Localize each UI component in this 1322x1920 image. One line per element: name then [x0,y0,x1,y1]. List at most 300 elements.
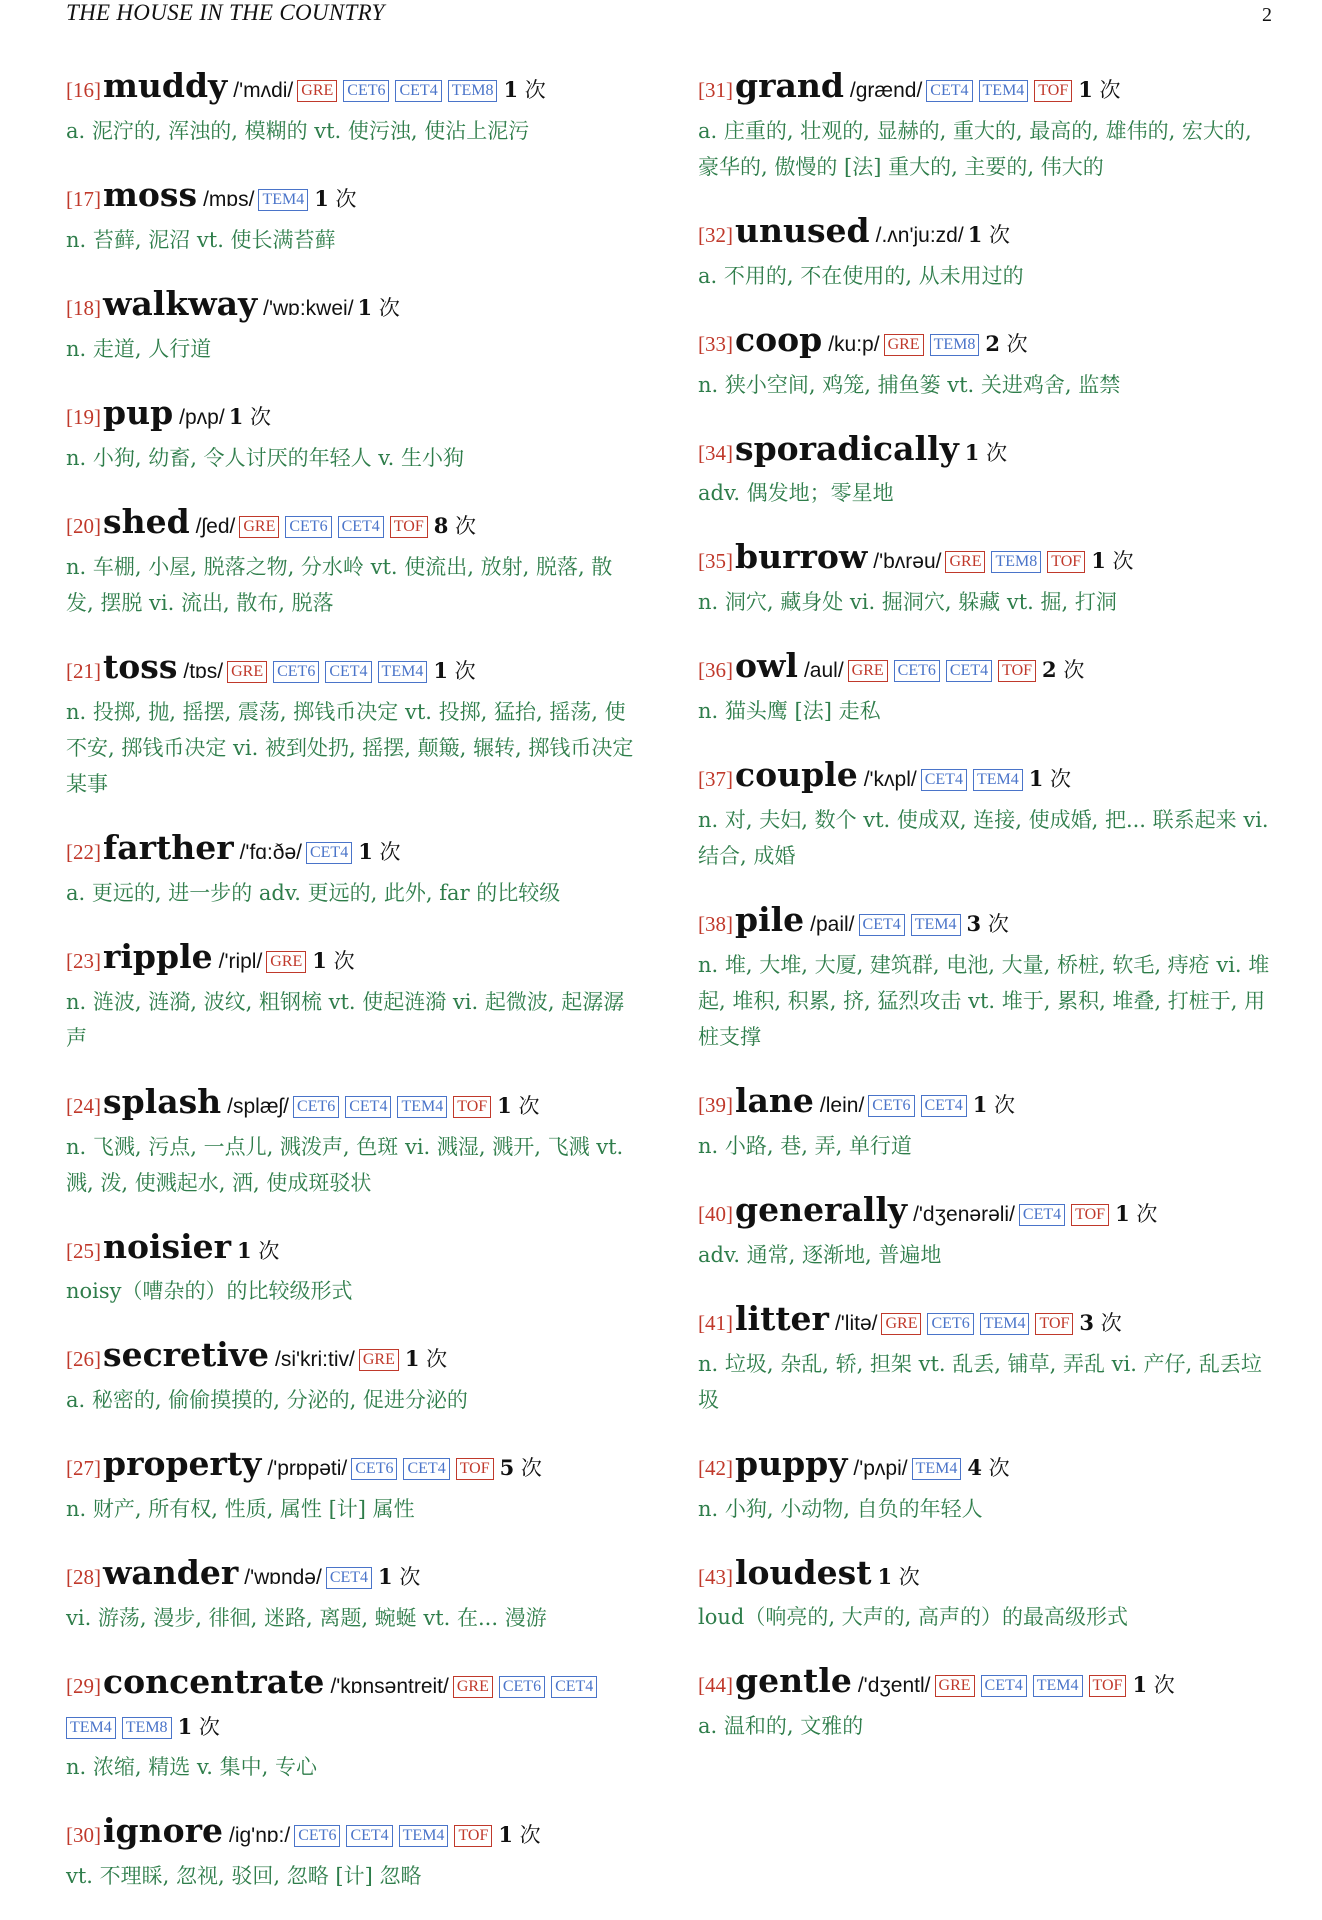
vocab-entry [698,755,1272,874]
headword: couple [735,755,858,794]
headword: splash [103,1082,222,1121]
frequency [973,1093,1015,1117]
page-header [66,0,1272,28]
exam-tag: TOF [1035,1313,1073,1335]
vocab-entry [66,393,636,476]
exam-tag: CET4 [326,1567,372,1589]
definition: noisy（嘈杂的）的比较级形式 [66,1279,353,1303]
entry-index: [44] [698,1673,733,1697]
definition: adv. 偶发地；零星地 [698,481,894,505]
frequency-unit: 次 [979,441,1008,465]
frequency [968,223,1010,247]
frequency-unit: 次 [1043,767,1072,791]
headword: walkway [103,284,258,323]
entry-headline [66,828,636,873]
vocab-entry [698,1081,1272,1164]
entry-index: [25] [66,1239,101,1263]
exam-tag: GRE [848,660,888,682]
exam-tag: TOF [453,1096,491,1118]
exam-tag: TEM8 [930,334,980,356]
exam-tag: GRE [359,1349,399,1371]
entry-headline [698,1444,1272,1489]
frequency [405,1347,447,1371]
exam-tag: CET4 [551,1676,597,1698]
exam-tag: CET4 [1019,1204,1065,1226]
phonetic: /'wɒ:kwei/ [263,297,354,320]
frequency [967,912,1009,936]
frequency-count: 1 [228,404,244,429]
frequency-unit: 次 [1129,1202,1158,1226]
entry-index: [35] [698,549,733,573]
vocab-entry [66,502,636,621]
frequency-unit: 次 [372,296,400,320]
entry-headline [698,211,1272,256]
definition: n. 对, 夫妇, 数个 vt. 使成双, 连接, 使成婚, 把... 联系起来 vi. 结合, 成婚 [698,808,1269,868]
frequency-count: 1 [877,1564,893,1589]
exam-tag: CET6 [343,80,389,102]
entry-index: [43] [698,1565,733,1589]
frequency [967,1456,1009,1480]
definition: n. 小狗, 小动物, 自负的年轻人 [698,1497,983,1521]
frequency-unit: 次 [372,840,401,864]
entry-headline [698,646,1272,691]
phonetic: /'pʌpi/ [853,1457,908,1480]
entry-headline [66,66,636,111]
entry-index: [21] [66,659,101,683]
phonetic: /.ʌn'ju:zd/ [875,224,964,247]
vocab-entry [698,1444,1272,1527]
exam-tag: TEM4 [912,1458,962,1480]
entry-index: [37] [698,767,733,791]
definition: a. 不用的, 不在使用的, 从未用过的 [698,264,1024,288]
definition: n. 小狗, 幼畜, 令人讨厌的年轻人 v. 生小狗 [66,446,464,470]
exam-tag: GRE [935,1675,975,1697]
frequency-unit: 次 [1092,78,1121,102]
phonetic: /'fɑ:ðə/ [239,841,302,864]
vocab-entry [66,1444,636,1527]
entry-headline [698,429,1272,473]
entry-index: [28] [66,1565,101,1589]
entry-headline [698,537,1272,582]
exam-tag: CET4 [346,1825,392,1847]
phonetic: /si'kri:tiv/ [275,1348,355,1371]
entry-headline [66,1811,636,1856]
definition: a. 泥泞的, 浑浊的, 模糊的 vt. 使污浊, 使沾上泥污 [66,119,530,143]
definition: n. 浓缩, 精选 v. 集中, 专心 [66,1755,317,1779]
vocab-entry [66,1227,636,1309]
entry-headline [698,900,1272,945]
frequency [985,332,1027,356]
exam-tag: CET6 [294,1825,340,1847]
frequency-unit: 次 [513,1823,541,1847]
frequency-unit: 次 [251,1239,280,1263]
exam-tag: CET4 [981,1675,1027,1697]
exam-tag: GRE [945,551,985,573]
exam-tag: CET4 [395,80,441,102]
frequency [1029,767,1071,791]
headword: owl [735,646,798,685]
headword: concentrate [103,1662,325,1701]
frequency-unit: 次 [999,332,1028,356]
entry-index: [27] [66,1456,101,1480]
vocab-entry [66,1662,636,1785]
exam-tag: CET4 [345,1096,391,1118]
phonetic: /splæʃ/ [227,1095,290,1118]
frequency-count: 1 [378,1564,393,1589]
definition: n. 洞穴, 藏身处 vi. 掘洞穴, 躲藏 vt. 掘, 打洞 [698,590,1117,614]
frequency [965,441,1007,465]
frequency-unit: 次 [981,912,1009,936]
exam-tag: CET4 [306,842,352,864]
entry-headline [66,1553,636,1598]
definition: n. 苔藓, 泥沼 vt. 使长满苔藓 [66,228,336,252]
entry-index: [18] [66,296,101,320]
phonetic: /ʃed/ [195,515,236,538]
vocab-entry [66,647,636,802]
frequency [1079,1311,1121,1335]
frequency [433,659,475,683]
exam-tag: CET6 [499,1676,545,1698]
frequency-unit: 次 [1105,549,1134,573]
frequency-unit: 次 [982,223,1011,247]
exam-tag: TOF [1071,1204,1109,1226]
headword: burrow [735,537,868,576]
headword: farther [103,828,234,867]
exam-tag: GRE [453,1676,493,1698]
frequency-unit: 次 [392,1565,421,1589]
frequency [1132,1673,1174,1697]
frequency-unit: 次 [192,1715,220,1739]
headword: unused [735,211,870,250]
entry-headline [66,1335,636,1380]
exam-tag: GRE [266,951,306,973]
frequency-unit: 次 [1147,1673,1175,1697]
vocab-entry [66,284,636,367]
frequency-count: 1 [1028,766,1044,791]
frequency-count: 8 [433,513,449,538]
entry-index: [40] [698,1202,733,1226]
frequency-count: 1 [237,1238,252,1263]
frequency [1115,1202,1157,1226]
phonetic: /'ripl/ [218,950,263,973]
phonetic: /ig'nɒ:/ [229,1824,291,1847]
entry-index: [34] [698,441,733,465]
frequency-count: 2 [985,331,1000,356]
entry-index: [30] [66,1823,101,1847]
headword: loudest [735,1553,872,1592]
headword: pup [103,393,174,432]
entry-index: [23] [66,949,101,973]
frequency-count: 1 [358,839,373,864]
entry-headline [66,175,636,220]
exam-tag: GRE [297,80,337,102]
entry-index: [29] [66,1674,101,1698]
entry-index: [19] [66,405,101,429]
exam-tag: GRE [227,661,267,683]
phonetic: /'litə/ [834,1312,878,1335]
entry-headline [698,1081,1272,1126]
definition: n. 狭小空间, 鸡笼, 捕鱼篓 vt. 关进鸡舍, 监禁 [698,373,1121,397]
running-title: THE HOUSE IN THE COUNTRY [66,0,385,25]
headword: ignore [103,1811,223,1850]
exam-tag: TOF [1047,551,1085,573]
frequency [312,949,354,973]
headword: moss [103,175,198,214]
exam-tag: TOF [456,1458,494,1480]
entry-index: [36] [698,658,733,682]
frequency-unit: 次 [1056,658,1085,682]
entry-headline [66,1662,636,1747]
entry-headline [66,647,636,692]
phonetic: /'kɒnsəntreit/ [330,1675,449,1698]
headword: ripple [103,937,213,976]
definition: n. 车棚, 小屋, 脱落之物, 分水岭 vt. 使流出, 放射, 脱落, 散发, 摆脱 vi. 流出, 散布, 脱落 [66,555,613,615]
entry-headline [66,937,636,982]
frequency [237,1239,279,1263]
vocab-entry [66,1335,636,1418]
phonetic: /'mʌdi/ [233,79,294,102]
frequency-count: 1 [357,295,373,320]
definition: n. 走道, 人行道 [66,337,212,361]
frequency [434,514,476,538]
frequency-count: 2 [1042,657,1057,682]
exam-tag: CET6 [351,1458,397,1480]
headword: grand [735,66,844,105]
entry-headline [66,1444,636,1489]
frequency-count: 1 [964,440,980,465]
frequency [314,187,356,211]
headword: pile [735,900,805,939]
frequency-count: 1 [314,186,329,211]
exam-tag: CET4 [338,516,384,538]
exam-tag: CET6 [868,1095,914,1117]
phonetic: /'dʒenərəli/ [913,1203,1015,1226]
frequency [498,1823,540,1847]
frequency [229,405,271,429]
frequency-unit: 次 [243,405,271,429]
frequency [1091,549,1133,573]
exam-tag: TEM8 [991,551,1041,573]
headword: toss [103,647,178,686]
exam-tag: CET4 [926,80,972,102]
exam-tag: GRE [239,516,279,538]
vocab-entry [698,537,1272,620]
phonetic: /'wɒndə/ [244,1566,322,1589]
page-number: 2 [1262,4,1272,26]
exam-tag: TOF [998,660,1036,682]
entry-index: [20] [66,514,101,538]
frequency [500,1456,542,1480]
definition: n. 飞溅, 污点, 一点儿, 溅泼声, 色斑 vi. 溅湿, 溅开, 飞溅 vt. 溅, 泼, 使溅起水, 洒, 使成斑驳状 [66,1135,624,1195]
phonetic: /lein/ [819,1094,865,1117]
exam-tag: TOF [1089,1675,1127,1697]
definition: a. 秘密的, 偷偷摸摸的, 分泌的, 促进分泌的 [66,1388,468,1412]
right-column [698,66,1272,1770]
headword: noisier [103,1227,232,1266]
vocab-entry [698,429,1272,511]
vocab-entry [698,320,1272,403]
exam-tag: CET6 [285,516,331,538]
vocab-entry [66,175,636,258]
exam-tag: TEM4 [979,80,1029,102]
vocab-entry [698,1553,1272,1635]
frequency-unit: 次 [419,1347,448,1371]
frequency-unit: 次 [448,514,477,538]
exam-tag: CET4 [921,769,967,791]
frequency-count: 1 [498,1822,513,1847]
frequency-unit: 次 [511,1094,540,1118]
frequency-unit: 次 [447,659,476,683]
frequency-count: 4 [967,1455,982,1480]
entry-index: [41] [698,1311,733,1335]
exam-tag: CET6 [894,660,940,682]
exam-tag: TEM4 [973,769,1023,791]
frequency [1078,78,1120,102]
frequency [378,1565,420,1589]
exam-tag: TOF [390,516,428,538]
phonetic: /'bʌrəu/ [873,550,942,573]
phonetic: /'prɒpəti/ [267,1457,348,1480]
vocab-entry [698,66,1272,185]
frequency-count: 1 [177,1714,193,1739]
frequency-unit: 次 [518,78,546,102]
definition: vi. 游荡, 漫步, 徘徊, 迷路, 离题, 蜿蜒 vt. 在... 漫游 [66,1606,547,1630]
entry-index: [33] [698,332,733,356]
exam-tag: CET6 [927,1313,973,1335]
frequency-count: 1 [967,222,983,247]
exam-tag: CET6 [273,661,319,683]
entry-index: [38] [698,912,733,936]
exam-tag: TOF [1034,80,1072,102]
vocab-entry [698,1661,1272,1744]
frequency-count: 1 [503,77,519,102]
headword: property [103,1444,262,1483]
definition: n. 堆, 大堆, 大厦, 建筑群, 电池, 大量, 桥桩, 软毛, 痔疮 vi. 堆起, 堆积, 积累, 挤, 猛烈攻击 vt. 堆于, 累积, 堆叠, 打桩于, 用桩支撑 [698,953,1270,1049]
headword: puppy [735,1444,848,1483]
headword: generally [735,1190,908,1229]
entry-index: [39] [698,1093,733,1117]
entry-headline [698,1299,1272,1344]
entry-headline [698,755,1272,800]
frequency-count: 1 [312,948,327,973]
entry-headline [66,284,636,329]
exam-tag: TEM8 [122,1717,172,1739]
vocab-entry [66,1553,636,1636]
vocab-entry [698,1299,1272,1418]
phonetic: /'kʌpl/ [863,768,917,791]
phonetic: /'dʒentl/ [857,1674,931,1697]
headword: litter [735,1299,829,1338]
entry-headline [698,66,1272,111]
definition: vt. 不理睬, 忽视, 驳回, 忽略 [计] 忽略 [66,1864,422,1888]
vocab-entry [698,211,1272,294]
exam-tag: TEM8 [448,80,498,102]
exam-tag: CET6 [293,1096,339,1118]
definition: a. 更远的, 进一步的 adv. 更远的, 此外, far 的比较级 [66,881,561,905]
entry-index: [24] [66,1094,101,1118]
headword: lane [735,1081,814,1120]
vocab-entry [66,66,636,149]
frequency-count: 3 [966,911,982,936]
entry-index: [31] [698,78,733,102]
phonetic: /tɒs/ [183,660,224,683]
frequency [1042,658,1084,682]
definition: n. 涟波, 涟漪, 波纹, 粗钢梳 vt. 使起涟漪 vi. 起微波, 起潺潺声 [66,990,625,1050]
frequency-unit: 次 [514,1456,542,1480]
entry-headline [66,1082,636,1127]
entry-headline [66,393,636,438]
entry-headline [698,1661,1272,1706]
exam-tag: GRE [881,1313,921,1335]
frequency-count: 1 [1115,1201,1130,1226]
headword: shed [103,502,190,541]
frequency-unit: 次 [892,1565,920,1589]
headword: gentle [735,1661,852,1700]
entry-index: [26] [66,1347,101,1371]
frequency-count: 1 [972,1092,988,1117]
exam-tag: TEM4 [911,914,961,936]
definition: n. 财产, 所有权, 性质, 属性 [计] 属性 [66,1497,415,1521]
phonetic: /pail/ [810,913,855,936]
exam-tag: TEM4 [258,189,308,211]
entry-headline [66,502,636,547]
exam-tag: TEM4 [1033,1675,1083,1697]
phonetic: /aul/ [803,659,844,682]
headword: wander [103,1553,239,1592]
phonetic: /pʌp/ [179,406,225,429]
entry-headline [698,1190,1272,1235]
frequency-count: 3 [1079,1310,1095,1335]
definition: loud（响亮的, 大声的, 高声的）的最高级形式 [698,1605,1129,1629]
exam-tag: CET4 [859,914,905,936]
exam-tag: TEM4 [66,1717,116,1739]
exam-tag: GRE [884,334,924,356]
phonetic: /ku:p/ [828,333,880,356]
frequency [178,1715,220,1739]
frequency-count: 1 [1078,77,1093,102]
frequency-count: 1 [1091,548,1106,573]
definition: adv. 通常, 逐渐地, 普遍地 [698,1243,942,1267]
entry-index: [42] [698,1456,733,1480]
vocab-entry [698,1190,1272,1273]
headword: coop [735,320,823,359]
frequency-count: 1 [1132,1672,1148,1697]
frequency [497,1094,539,1118]
frequency-unit: 次 [326,949,355,973]
definition: a. 庄重的, 壮观的, 显赫的, 重大的, 最高的, 雄伟的, 宏大的, 豪华的, 傲慢的 [法] 重大的, 主要的, 伟大的 [698,119,1252,179]
exam-tag: TEM4 [397,1096,447,1118]
frequency [358,296,400,320]
vocab-entry [66,937,636,1056]
phonetic: /grænd/ [849,79,923,102]
exam-tag: TEM4 [980,1313,1030,1335]
left-column [66,66,636,1920]
exam-tag: CET4 [946,660,992,682]
frequency-count: 1 [433,658,448,683]
vocab-entry [698,646,1272,729]
definition: n. 投掷, 抛, 摇摆, 震荡, 掷钱币决定 vt. 投掷, 猛抬, 摇荡, 使不安, 掷钱币决定 vi. 被到处扔, 摇摆, 颠簸, 辗转, 掷钱币决定某事 [66,700,634,796]
vocab-entry [66,1811,636,1894]
entry-index: [32] [698,223,733,247]
entry-headline [698,320,1272,365]
frequency-unit: 次 [328,187,357,211]
headword: secretive [103,1335,269,1374]
frequency-unit: 次 [982,1456,1010,1480]
entry-headline [66,1227,636,1271]
vocab-entry [66,1082,636,1201]
headword: muddy [103,66,228,105]
exam-tag: CET4 [921,1095,967,1117]
